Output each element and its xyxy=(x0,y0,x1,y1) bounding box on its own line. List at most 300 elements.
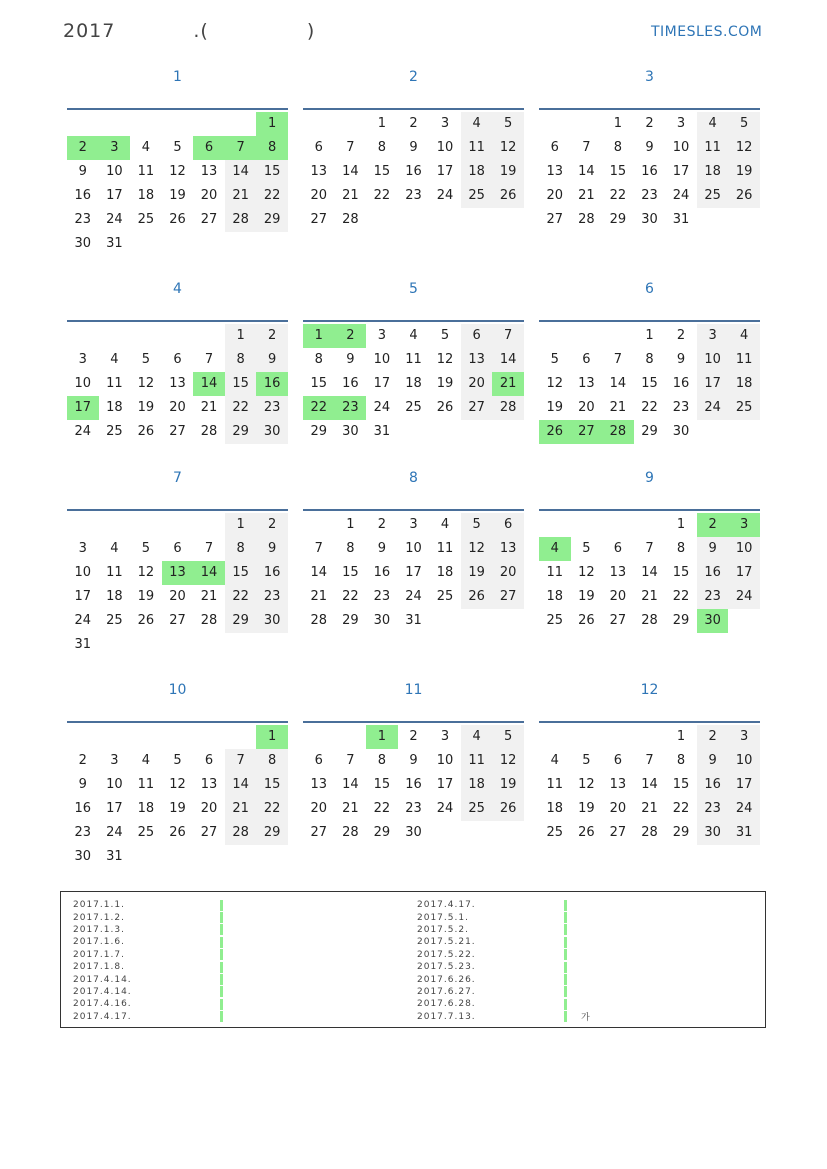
day-cell: 18 xyxy=(728,372,760,396)
day-cell: 7 xyxy=(582,140,591,155)
day-cell: 5 xyxy=(173,140,182,155)
day-cell: 5 xyxy=(141,541,151,556)
day-cell: 28 xyxy=(342,825,359,840)
day-cell: 13 xyxy=(461,348,493,372)
day-cell: 11 xyxy=(697,136,729,160)
day-cell: 10 xyxy=(436,753,454,768)
day-cell: 31 xyxy=(672,212,690,227)
day-cell: 9 xyxy=(697,749,729,773)
legend-date: 2017.4.16. xyxy=(73,999,132,1010)
day-cell: 16 xyxy=(672,376,690,391)
holiday-day-cell: 8 xyxy=(256,136,288,160)
day-cell: 24 xyxy=(373,400,391,415)
holiday-legend xyxy=(60,891,766,1028)
day-cell: 28 xyxy=(225,821,257,845)
day-cell: 1 xyxy=(676,729,686,744)
day-cell: 10 xyxy=(106,777,123,792)
day-cell: 16 xyxy=(405,164,422,179)
day-cell: 7 xyxy=(346,140,355,155)
day-cell: 26 xyxy=(137,424,155,439)
day-cell: 25 xyxy=(137,825,155,840)
day-cell: 19 xyxy=(728,160,760,184)
day-grid xyxy=(539,324,760,444)
legend-column-left xyxy=(73,899,237,1023)
day-cell: 3 xyxy=(409,517,418,532)
day-cell: 7 xyxy=(346,753,355,768)
day-cell: 11 xyxy=(546,565,564,580)
month-title: 7 xyxy=(173,470,182,486)
day-cell: 17 xyxy=(405,565,422,580)
day-cell: 28 xyxy=(641,825,658,840)
month-divider xyxy=(303,509,524,511)
empty-cell xyxy=(193,112,225,136)
day-cell: 15 xyxy=(342,565,359,580)
day-cell: 21 xyxy=(310,589,328,604)
day-cell: 12 xyxy=(492,136,524,160)
day-cell: 5 xyxy=(492,725,524,749)
day-cell: 28 xyxy=(342,212,359,227)
day-cell: 5 xyxy=(440,328,450,343)
day-cell: 7 xyxy=(225,749,257,773)
legend-row xyxy=(73,924,237,936)
empty-cell xyxy=(225,112,257,136)
page-title xyxy=(63,20,315,42)
legend-row xyxy=(73,961,237,973)
holiday-day-cell: 14 xyxy=(193,372,225,396)
day-cell: 22 xyxy=(256,797,288,821)
day-cell: 22 xyxy=(225,585,257,609)
day-cell: 20 xyxy=(169,589,186,604)
day-cell: 19 xyxy=(578,589,595,604)
legend-date: 2017.4.14. xyxy=(73,986,132,997)
day-cell: 25 xyxy=(106,613,123,628)
day-cell: 2 xyxy=(409,116,418,131)
empty-cell xyxy=(162,324,194,348)
day-cell: 23 xyxy=(256,585,288,609)
day-cell: 29 xyxy=(256,821,288,845)
day-cell: 11 xyxy=(728,348,760,372)
month-title: 10 xyxy=(168,682,187,698)
day-cell: 14 xyxy=(225,160,257,184)
day-cell: 4 xyxy=(110,541,119,556)
day-cell: 24 xyxy=(672,188,690,203)
empty-cell xyxy=(303,725,335,749)
day-cell: 31 xyxy=(106,849,123,864)
day-cell: 1 xyxy=(645,328,654,343)
day-cell: 3 xyxy=(78,352,87,367)
day-cell: 25 xyxy=(546,825,564,840)
day-cell: 15 xyxy=(609,164,627,179)
day-cell: 28 xyxy=(578,212,595,227)
day-cell: 13 xyxy=(492,537,524,561)
legend-row xyxy=(417,911,591,923)
day-cell: 17 xyxy=(697,372,729,396)
day-cell: 9 xyxy=(676,352,686,367)
holiday-day-cell: 3 xyxy=(99,136,131,160)
day-cell: 12 xyxy=(137,565,155,580)
day-cell: 30 xyxy=(405,825,422,840)
day-cell: 22 xyxy=(373,801,391,816)
month-9 xyxy=(539,463,760,633)
empty-cell xyxy=(130,112,162,136)
holiday-color-marker xyxy=(220,912,223,923)
day-cell: 13 xyxy=(310,164,328,179)
empty-cell xyxy=(335,112,367,136)
empty-cell xyxy=(162,513,194,537)
legend-date: 2017.7.13. xyxy=(417,1011,476,1022)
day-cell: 3 xyxy=(110,753,119,768)
day-cell: 11 xyxy=(461,136,493,160)
day-grid xyxy=(303,725,524,845)
day-cell: 31 xyxy=(74,637,92,652)
day-cell: 20 xyxy=(200,188,218,203)
day-cell: 17 xyxy=(728,561,760,585)
month-title: 5 xyxy=(409,281,418,297)
day-cell: 13 xyxy=(609,777,627,792)
legend-date: 2017.1.8. xyxy=(73,962,125,973)
day-cell: 23 xyxy=(373,589,391,604)
holiday-color-marker xyxy=(564,999,567,1010)
day-cell: 23 xyxy=(256,396,288,420)
day-cell: 24 xyxy=(697,396,729,420)
day-cell: 26 xyxy=(578,825,595,840)
day-cell: 21 xyxy=(225,797,257,821)
day-grid xyxy=(539,112,760,232)
day-cell: 24 xyxy=(436,801,454,816)
day-cell: 6 xyxy=(613,541,623,556)
day-cell: 22 xyxy=(672,589,690,604)
holiday-day-cell: 3 xyxy=(728,513,760,537)
month-12 xyxy=(539,675,760,845)
day-cell: 19 xyxy=(461,561,493,585)
day-cell: 15 xyxy=(256,160,288,184)
holiday-color-marker xyxy=(564,912,567,923)
legend-row xyxy=(73,899,237,911)
month-divider xyxy=(303,108,524,110)
day-cell: 29 xyxy=(342,613,359,628)
day-cell: 26 xyxy=(461,585,493,609)
day-cell: 28 xyxy=(310,613,328,628)
day-cell: 19 xyxy=(492,773,524,797)
empty-cell xyxy=(130,324,162,348)
month-title: 2 xyxy=(409,69,418,85)
holiday-day-cell: 7 xyxy=(225,136,257,160)
day-cell: 4 xyxy=(141,140,151,155)
day-cell: 24 xyxy=(74,613,92,628)
site-logo[interactable]: TIMESLES.COM xyxy=(651,24,763,40)
empty-cell xyxy=(303,112,335,136)
day-cell: 12 xyxy=(137,376,155,391)
day-cell: 15 xyxy=(672,565,690,580)
day-grid xyxy=(303,513,524,633)
day-cell: 1 xyxy=(613,116,623,131)
holiday-color-marker xyxy=(220,900,223,911)
day-cell: 13 xyxy=(609,565,627,580)
empty-cell xyxy=(634,513,666,537)
empty-cell xyxy=(130,725,162,749)
day-cell: 1 xyxy=(676,517,686,532)
day-cell: 14 xyxy=(641,777,658,792)
day-cell: 15 xyxy=(256,773,288,797)
day-cell: 27 xyxy=(310,825,328,840)
day-cell: 6 xyxy=(204,753,214,768)
month-title: 1 xyxy=(173,69,182,85)
day-cell: 18 xyxy=(697,160,729,184)
day-cell: 18 xyxy=(436,565,454,580)
day-cell: 5 xyxy=(582,753,591,768)
day-cell: 10 xyxy=(74,565,92,580)
day-cell: 20 xyxy=(169,400,186,415)
empty-cell xyxy=(67,513,99,537)
day-cell: 30 xyxy=(256,609,288,633)
day-cell: 2 xyxy=(256,324,288,348)
day-cell: 10 xyxy=(697,348,729,372)
day-cell: 7 xyxy=(204,352,214,367)
day-cell: 31 xyxy=(373,424,391,439)
day-cell: 26 xyxy=(169,212,186,227)
legend-row xyxy=(417,924,591,936)
day-grid xyxy=(303,324,524,444)
day-cell: 23 xyxy=(697,797,729,821)
day-cell: 30 xyxy=(74,236,92,251)
month-5 xyxy=(303,274,524,444)
day-cell: 7 xyxy=(492,324,524,348)
day-cell: 28 xyxy=(641,613,658,628)
empty-cell xyxy=(571,112,603,136)
day-cell: 29 xyxy=(373,825,391,840)
day-cell: 19 xyxy=(169,188,186,203)
day-cell: 21 xyxy=(225,184,257,208)
day-cell: 30 xyxy=(641,212,658,227)
day-cell: 18 xyxy=(546,801,564,816)
day-cell: 30 xyxy=(74,849,92,864)
day-cell: 10 xyxy=(106,164,123,179)
day-cell: 12 xyxy=(169,164,186,179)
day-cell: 17 xyxy=(373,376,391,391)
day-cell: 23 xyxy=(74,212,92,227)
day-grid xyxy=(303,112,524,232)
day-cell: 5 xyxy=(461,513,493,537)
day-cell: 13 xyxy=(200,164,218,179)
empty-cell xyxy=(303,513,335,537)
day-cell: 3 xyxy=(377,328,387,343)
day-cell: 4 xyxy=(110,352,119,367)
month-divider xyxy=(303,721,524,723)
legend-date: 2017.5.1. xyxy=(417,912,469,923)
holiday-color-marker xyxy=(564,974,567,985)
day-cell: 21 xyxy=(641,589,658,604)
day-cell: 20 xyxy=(310,801,328,816)
day-cell: 22 xyxy=(256,184,288,208)
day-cell: 31 xyxy=(405,613,422,628)
day-cell: 2 xyxy=(377,517,387,532)
holiday-day-cell: 2 xyxy=(67,136,99,160)
day-cell: 30 xyxy=(672,424,690,439)
day-cell: 6 xyxy=(461,324,493,348)
day-cell: 18 xyxy=(106,400,123,415)
day-cell: 28 xyxy=(200,424,218,439)
day-cell: 14 xyxy=(578,164,595,179)
day-grid xyxy=(67,725,288,869)
day-cell: 26 xyxy=(137,613,155,628)
day-grid xyxy=(539,513,760,633)
empty-cell xyxy=(634,725,666,749)
day-cell: 15 xyxy=(373,777,391,792)
empty-cell xyxy=(571,513,603,537)
day-cell: 25 xyxy=(728,396,760,420)
day-cell: 18 xyxy=(137,188,155,203)
day-cell: 27 xyxy=(200,825,218,840)
day-cell: 6 xyxy=(173,352,182,367)
day-cell: 29 xyxy=(256,208,288,232)
day-cell: 27 xyxy=(169,613,186,628)
day-cell: 14 xyxy=(225,773,257,797)
empty-cell xyxy=(130,513,162,537)
holiday-color-marker xyxy=(564,949,567,960)
empty-cell xyxy=(67,112,99,136)
day-cell: 8 xyxy=(645,352,654,367)
holiday-color-marker xyxy=(220,937,223,948)
day-cell: 1 xyxy=(346,517,355,532)
day-cell: 28 xyxy=(225,208,257,232)
day-cell: 25 xyxy=(436,589,454,604)
day-cell: 10 xyxy=(405,541,422,556)
day-cell: 11 xyxy=(106,565,123,580)
legend-row xyxy=(417,961,591,973)
day-cell: 22 xyxy=(342,589,359,604)
day-cell: 6 xyxy=(582,352,591,367)
holiday-day-cell: 28 xyxy=(602,420,634,444)
month-2 xyxy=(303,62,524,232)
month-10 xyxy=(67,675,288,869)
empty-cell xyxy=(602,725,634,749)
day-cell: 21 xyxy=(609,400,627,415)
holiday-color-marker xyxy=(220,924,223,935)
empty-cell xyxy=(67,725,99,749)
legend-date: 2017.5.23. xyxy=(417,962,476,973)
day-cell: 17 xyxy=(106,801,123,816)
day-cell: 10 xyxy=(672,140,690,155)
day-cell: 16 xyxy=(697,773,729,797)
legend-row xyxy=(417,1011,591,1023)
legend-date: 2017.1.1. xyxy=(73,900,125,911)
month-title: 3 xyxy=(645,69,654,85)
day-cell: 10 xyxy=(373,352,391,367)
day-cell: 31 xyxy=(728,821,760,845)
day-cell: 5 xyxy=(492,112,524,136)
legend-row xyxy=(417,936,591,948)
day-cell: 14 xyxy=(342,164,359,179)
day-cell: 13 xyxy=(310,777,328,792)
day-cell: 15 xyxy=(672,777,690,792)
day-cell: 6 xyxy=(314,140,323,155)
day-cell: 16 xyxy=(373,565,391,580)
day-cell: 12 xyxy=(578,777,595,792)
day-cell: 13 xyxy=(200,777,218,792)
day-cell: 29 xyxy=(225,609,257,633)
day-cell: 2 xyxy=(645,116,654,131)
day-cell: 13 xyxy=(169,376,186,391)
day-cell: 19 xyxy=(137,400,155,415)
day-cell: 22 xyxy=(672,801,690,816)
legend-row xyxy=(417,986,591,998)
holiday-day-cell: 16 xyxy=(256,372,288,396)
day-cell: 26 xyxy=(169,825,186,840)
legend-row xyxy=(73,936,237,948)
day-cell: 7 xyxy=(613,352,623,367)
day-cell: 19 xyxy=(578,801,595,816)
holiday-day-cell: 2 xyxy=(335,324,367,348)
day-cell: 4 xyxy=(440,517,450,532)
day-cell: 25 xyxy=(461,184,493,208)
day-cell: 18 xyxy=(106,589,123,604)
legend-holiday-name: 가 xyxy=(581,1013,591,1024)
day-cell: 5 xyxy=(173,753,182,768)
month-title: 9 xyxy=(645,470,654,486)
empty-cell xyxy=(539,513,571,537)
month-3 xyxy=(539,62,760,232)
holiday-day-cell: 1 xyxy=(256,725,288,749)
day-cell: 2 xyxy=(409,729,418,744)
day-cell: 11 xyxy=(137,164,155,179)
day-cell: 10 xyxy=(728,749,760,773)
day-cell: 21 xyxy=(200,589,218,604)
empty-cell xyxy=(99,725,131,749)
day-cell: 3 xyxy=(440,729,450,744)
day-grid xyxy=(67,324,288,444)
day-cell: 15 xyxy=(373,164,391,179)
day-cell: 17 xyxy=(74,589,92,604)
day-cell: 20 xyxy=(200,801,218,816)
empty-cell xyxy=(602,513,634,537)
legend-date: 2017.1.2. xyxy=(73,912,125,923)
day-cell: 24 xyxy=(728,585,760,609)
day-cell: 5 xyxy=(582,541,591,556)
empty-cell xyxy=(162,725,194,749)
holiday-color-marker xyxy=(220,962,223,973)
day-cell: 28 xyxy=(492,396,524,420)
legend-row xyxy=(73,998,237,1010)
day-cell: 12 xyxy=(436,352,454,367)
day-cell: 15 xyxy=(641,376,658,391)
day-cell: 12 xyxy=(728,136,760,160)
holiday-color-marker xyxy=(564,962,567,973)
day-cell: 13 xyxy=(546,164,564,179)
legend-row xyxy=(417,899,591,911)
day-cell: 22 xyxy=(641,400,658,415)
day-cell: 2 xyxy=(256,513,288,537)
day-cell: 18 xyxy=(137,801,155,816)
holiday-day-cell: 4 xyxy=(539,537,571,561)
month-divider xyxy=(539,320,760,322)
day-cell: 8 xyxy=(256,749,288,773)
month-4 xyxy=(67,274,288,444)
holiday-day-cell: 26 xyxy=(539,420,571,444)
day-cell: 20 xyxy=(546,188,564,203)
month-7 xyxy=(67,463,288,657)
day-cell: 20 xyxy=(578,400,595,415)
day-cell: 27 xyxy=(609,613,627,628)
month-divider xyxy=(539,108,760,110)
day-cell: 17 xyxy=(436,164,454,179)
day-cell: 25 xyxy=(405,400,422,415)
day-cell: 30 xyxy=(256,420,288,444)
day-cell: 20 xyxy=(461,372,493,396)
empty-cell xyxy=(99,112,131,136)
empty-cell xyxy=(225,725,257,749)
day-cell: 23 xyxy=(405,801,422,816)
day-cell: 25 xyxy=(546,613,564,628)
